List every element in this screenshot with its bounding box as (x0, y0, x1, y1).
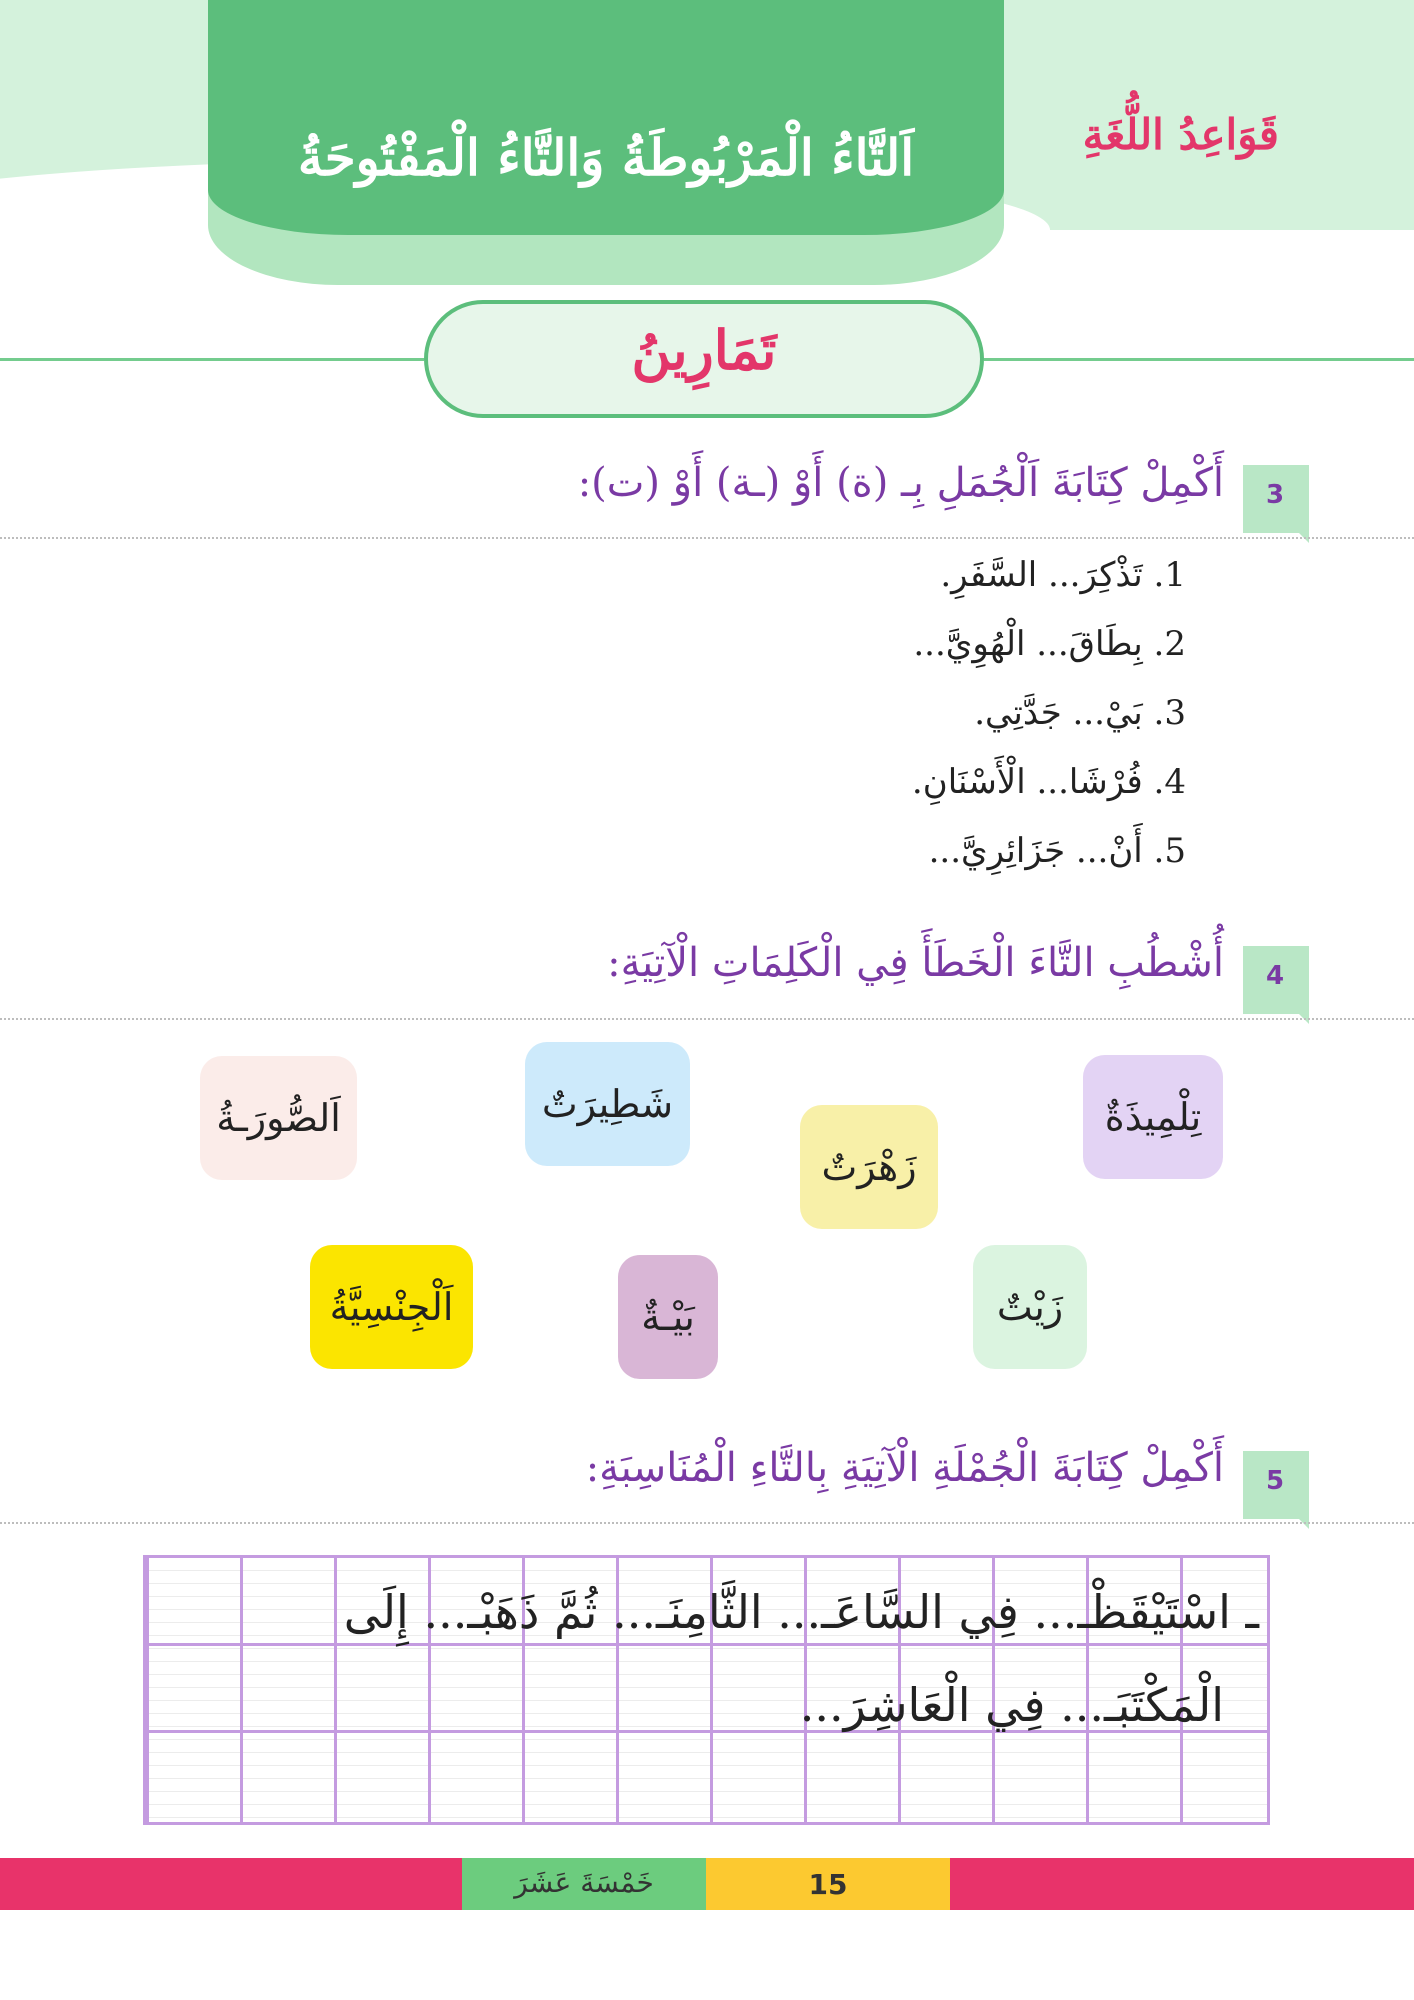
writing-grid-line-1 (143, 1643, 1270, 1646)
exercise-3-item-4: 4. فُرْشَا... الْأَسْنَانِ. (911, 762, 1186, 802)
word-tile-7[interactable]: اَلْجِنْسِيَّةُ (310, 1245, 473, 1369)
exercise-4-rule (0, 1018, 1414, 1020)
page-number: 15 (808, 1868, 848, 1901)
exercise-3-item-3: 3. بَيْ... جَدَّتِي. (974, 693, 1186, 733)
word-tile-5[interactable]: زَيْتٌ (973, 1245, 1087, 1369)
exercise-5-flag-fold (1299, 1519, 1309, 1529)
word-tile-3[interactable]: اَلصُّورَـةُ (200, 1056, 357, 1180)
divider-right (984, 358, 1414, 361)
word-tile-1[interactable]: تِلْمِيذَةٌ (1083, 1055, 1223, 1179)
exercise-5-rule (0, 1522, 1414, 1524)
exercise-3-number: 3 (1265, 480, 1285, 510)
word-tile-4[interactable]: زَهْرَتٌ (800, 1105, 938, 1229)
exercise-3-item-5: 5. أَنْ... جَزَائِرِيَّ... (928, 831, 1186, 871)
exercise-3-instruction: أَكْمِلْ كِتَابَةَ اَلْجُمَلِ بِـ (ة) أَوْ (ـة) أَوْ (ت): (577, 460, 1224, 506)
page-number-words: خَمْسَةَ عَشَرَ (514, 1866, 654, 1899)
divider-left (0, 358, 424, 361)
exercise-5-sentence-line-1: ـ اسْتَيْقَظْـ... فِي السَّاعَـ... الثَّامِنَـ... ثُمَّ ذَهَبْـ... إِلَى (343, 1585, 1259, 1639)
exercise-4-instruction: أُشْطُبِ التَّاءَ الْخَطَأَ فِي الْكَلِمَاتِ الْآتِيَةِ: (607, 940, 1224, 986)
exercise-3-item-2: 2. بِطَاقَ... الْهُوِيَّ... (913, 624, 1186, 664)
word-tile-6[interactable]: بَيْـةٌ (618, 1255, 718, 1379)
exercises-badge-label: تَمَارِينُ (631, 318, 777, 382)
exercise-5-sentence-line-2: الْمَكْتَبَـ... فِي الْعَاشِرَ... (799, 1678, 1224, 1732)
page-title: اَلتَّاءُ الْمَرْبُوطَةُ وَالتَّاءُ الْمَفْتُوحَةُ (297, 128, 915, 187)
exercise-3-rule (0, 537, 1414, 539)
title-banner (208, 0, 1004, 235)
exercise-3-item-1: 1. تَذْكِرَ... السَّفَرِ. (940, 555, 1186, 595)
section-label: قَوَاعِدُ اللُّغَةِ (1082, 110, 1279, 159)
exercise-5-instruction: أَكْمِلْ كِتَابَةَ الْجُمْلَةِ الْآتِيَةِ بِالتَّاءِ الْمُنَاسِبَةِ: (585, 1445, 1224, 1491)
exercise-4-number: 4 (1265, 961, 1285, 991)
word-tile-2[interactable]: شَطِيرَتٌ (525, 1042, 690, 1166)
exercise-5-number: 5 (1265, 1466, 1285, 1496)
